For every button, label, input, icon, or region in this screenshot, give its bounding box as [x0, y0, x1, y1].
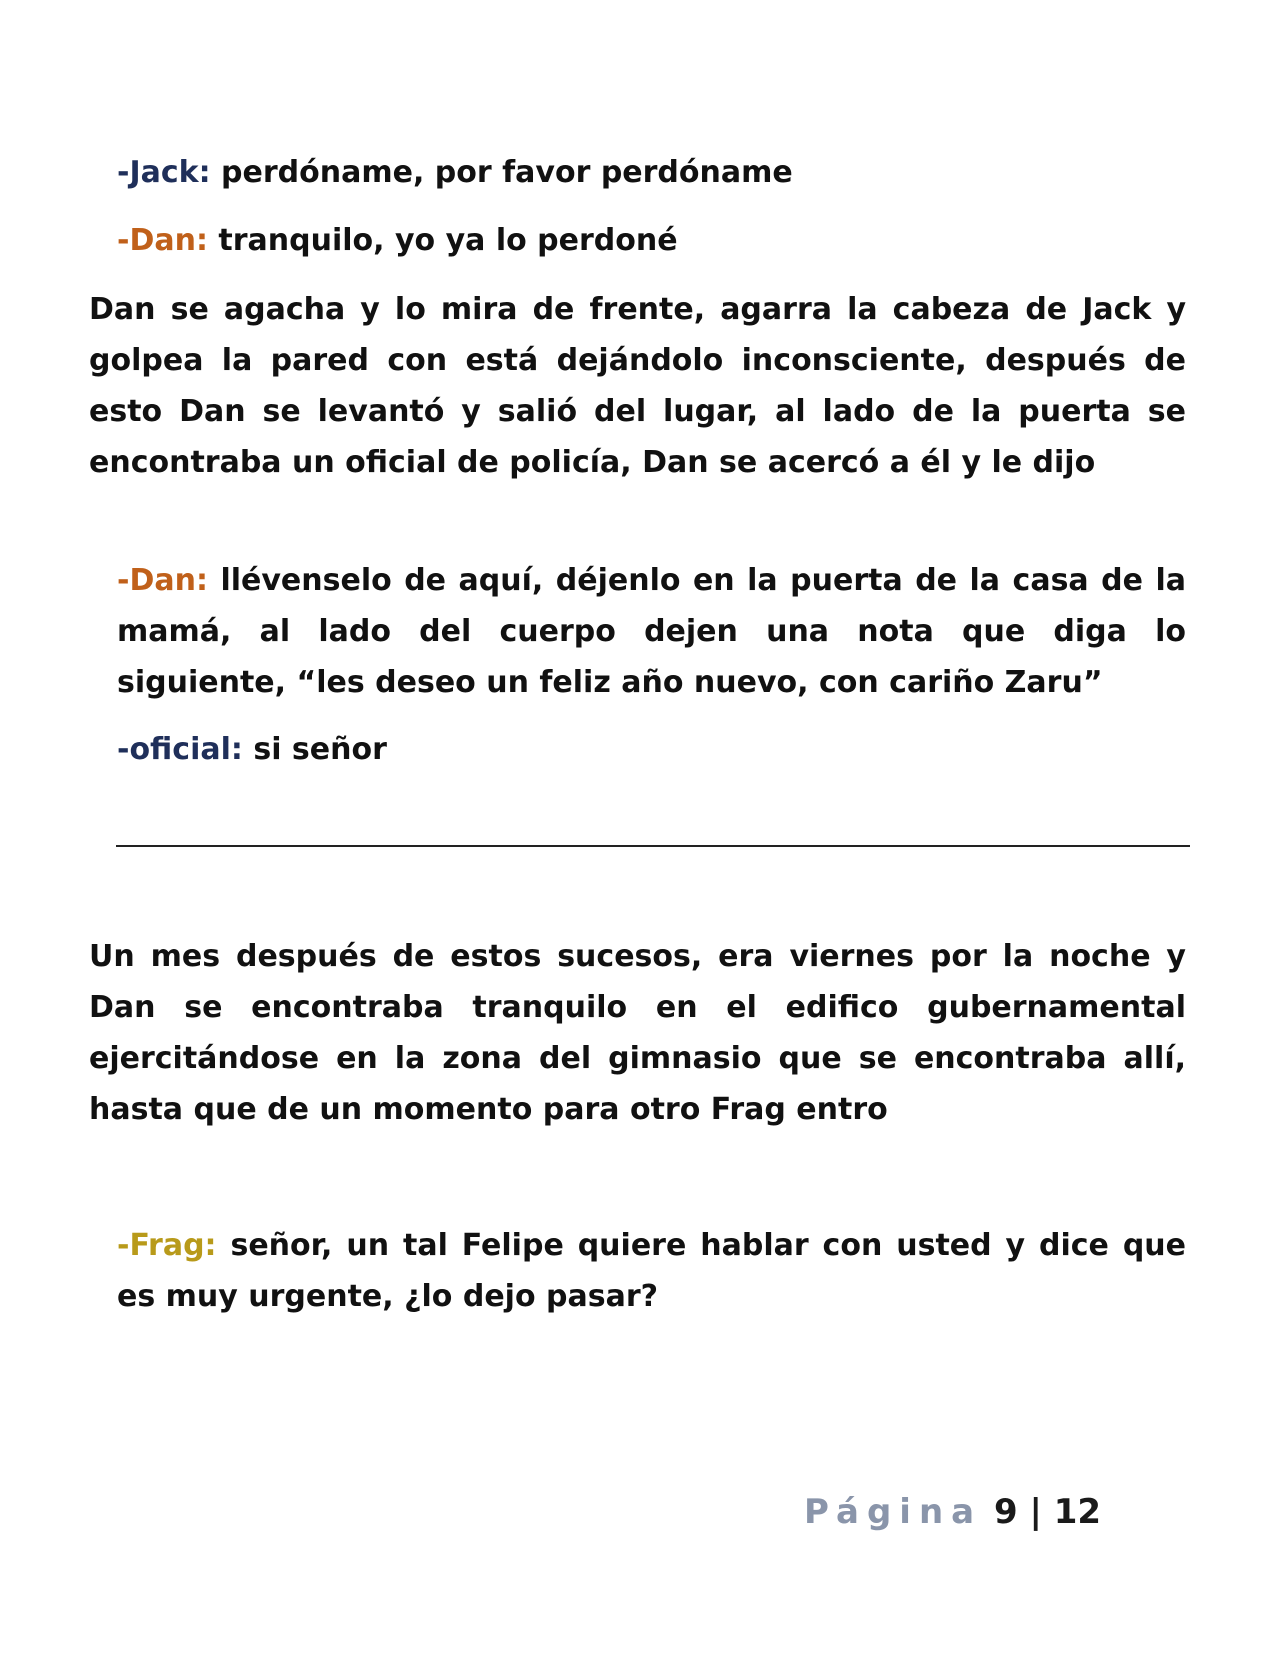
dialogue-jack: [117, 153, 793, 193]
narrative-paragraph: Un mes después de estos sucesos, era viernes por la noche y Dan se encontraba tranquilo en el edifico gubernamental ejercitándose en la zona del gimnasio que se encontraba allí, hasta que de un momento para otro Frag entro: [89, 939, 1186, 1127]
narrative-paragraph: Dan se agacha y lo mira de frente, agarra la cabeza de Jack y golpea la pared con está dejándolo inconsciente, después de esto Dan se levantó y salió del lugar, al lado de la puerta se encontraba un oficial de policía, Dan se acercó a él y le dijo: [89, 292, 1186, 480]
dialogue-dan: [117, 555, 1186, 708]
page-separator: |: [1029, 1492, 1042, 1532]
speaker-frag: -Frag:: [117, 1228, 217, 1263]
dialogue-dan: [117, 221, 678, 261]
page-footer: [804, 1492, 1101, 1532]
dialogue-text: llévenselo de aquí, déjenlo en la puerta de la casa de la mamá, al lado del cuerpo dejen una nota que diga lo siguiente, “les deseo un feliz año nuevo, con cariño Zaru”: [117, 563, 1186, 700]
dialogue-text: señor, un tal Felipe quiere hablar con usted y dice que es muy urgente, ¿lo dejo pasar?: [117, 1228, 1186, 1314]
dialogue-text: perdóname, por favor perdóname: [210, 155, 793, 190]
section-divider: [116, 845, 1190, 847]
speaker-jack: -Jack:: [117, 155, 211, 190]
dialogue-frag: [117, 1220, 1186, 1322]
page-number: 9: [993, 1492, 1018, 1532]
speaker-dan: -Dan:: [117, 563, 208, 598]
dialogue-text: tranquilo, yo ya lo perdoné: [207, 223, 678, 258]
speaker-dan: -Dan:: [117, 223, 208, 258]
page-label: Página: [804, 1492, 983, 1532]
dialogue-text: si señor: [242, 732, 387, 767]
speaker-oficial: -oficial:: [117, 732, 243, 767]
dialogue-oficial: [117, 730, 387, 770]
page-total: 12: [1053, 1492, 1102, 1532]
